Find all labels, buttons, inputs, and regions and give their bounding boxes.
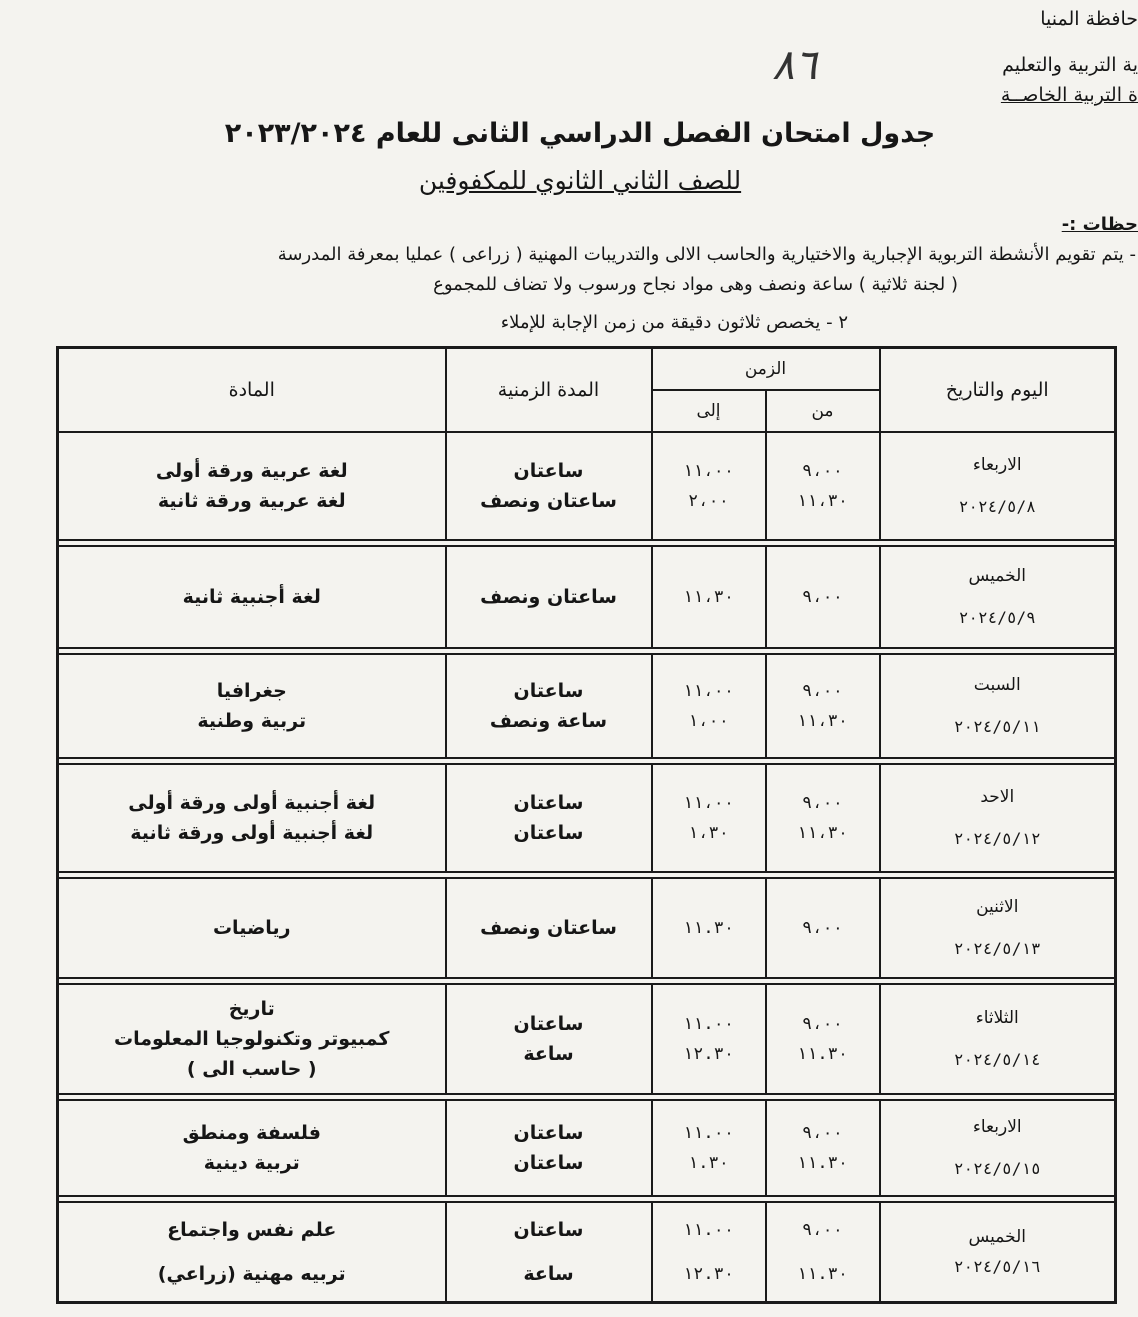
to-time: ١١.٠٠	[682, 1123, 735, 1143]
from-cell	[766, 654, 880, 758]
page-subtitle: للصف الثاني الثانوي للمكفوفين	[418, 166, 742, 195]
header-subject: المادة	[58, 348, 446, 433]
to-time: ١١،٠٠	[682, 461, 735, 481]
to-cell	[652, 984, 766, 1094]
subject-cell	[58, 764, 446, 872]
day-date-cell	[880, 764, 1116, 872]
from-time: ١١.٣٠	[796, 1263, 849, 1284]
duration-value: ساعتان	[513, 1152, 584, 1174]
to-cell	[652, 1202, 766, 1302]
table-row	[58, 764, 1116, 872]
from-cell	[766, 546, 880, 648]
subject-name: لغة أجنبية أولى ورقة أولى	[128, 792, 376, 814]
table-row	[58, 1100, 1116, 1196]
header-day-date: اليوم والتاريخ	[880, 348, 1116, 433]
from-time: ٩،٠٠	[802, 793, 843, 813]
to-time: ١١،٠٠	[682, 681, 735, 701]
to-cell	[652, 878, 766, 978]
table-row	[58, 878, 1116, 978]
day-label: الاثنين	[976, 897, 1019, 917]
header-governorate: حافظة المنيا	[1040, 8, 1138, 30]
day-label: الخميس	[968, 566, 1026, 586]
from-cell	[766, 984, 880, 1094]
duration-cell	[446, 1202, 652, 1302]
from-cell	[766, 1100, 880, 1196]
header-duration: المدة الزمنية	[446, 348, 652, 433]
subject-cell	[58, 1202, 446, 1302]
duration-value: ساعة	[523, 1262, 574, 1285]
date-label: ٢٠٢٤/٥/١٦	[953, 1256, 1041, 1276]
day-label: الاربعاء	[972, 1117, 1022, 1137]
duration-cell	[446, 432, 652, 540]
to-cell	[652, 432, 766, 540]
duration-value: ساعة	[523, 1043, 574, 1065]
date-label: ٢٠٢٤/٥/١٤	[953, 1050, 1041, 1069]
note-1-line-2: ( لجنة ثلاثية ) ساعة ونصف وهى مواد نجاح ورسوب ولا تضاف للمجموع	[433, 274, 958, 295]
duration-value: ساعتان	[513, 822, 584, 844]
day-date-cell	[880, 1202, 1116, 1302]
day-label: الثلاثاء	[975, 1008, 1019, 1028]
to-time: ١١.٣٠	[682, 918, 735, 938]
subject-cell	[58, 654, 446, 758]
subject-cell	[58, 432, 446, 540]
day-date-cell	[880, 432, 1116, 540]
subject-name: تربية دينية	[203, 1152, 300, 1174]
duration-cell	[446, 764, 652, 872]
date-label: ٢٠٢٤/٥/١٢	[953, 829, 1041, 848]
duration-value: ساعتان	[513, 792, 584, 814]
day-label: الاربعاء	[972, 455, 1022, 475]
to-cell	[652, 546, 766, 648]
from-time: ١١،٣٠	[796, 823, 849, 843]
from-time: ٩،٠٠	[802, 1123, 843, 1143]
duration-value: ساعتان ونصف	[480, 490, 617, 512]
day-date-cell	[880, 546, 1116, 648]
header-department: ة التربية الخاصــة	[1000, 84, 1138, 106]
header-directorate: ية التربية والتعليم	[1002, 54, 1138, 76]
day-date-cell	[880, 1100, 1116, 1196]
subject-cell	[58, 546, 446, 648]
to-time: ٢،٠٠	[688, 491, 729, 511]
from-time: ١١،٣٠	[796, 491, 849, 511]
from-time: ٩،٠٠	[802, 1014, 843, 1034]
subject-name: لغة عربية ورقة ثانية	[157, 490, 346, 512]
duration-value: ساعتان	[513, 680, 584, 702]
table-row	[58, 546, 1116, 648]
from-cell	[766, 432, 880, 540]
duration-value: ساعتان	[513, 1013, 584, 1035]
duration-value: ساعتان	[513, 1218, 584, 1241]
day-label: الاحد	[980, 787, 1015, 807]
from-time: ٩،٠٠	[802, 681, 843, 701]
day-label: السبت	[973, 675, 1021, 695]
subject-cell	[58, 1100, 446, 1196]
day-date-cell	[880, 654, 1116, 758]
subject-name: جغرافيا	[216, 680, 287, 702]
day-date-cell	[880, 878, 1116, 978]
duration-value: ساعتان ونصف	[480, 586, 617, 608]
to-time: ١١،٠٠	[682, 793, 735, 813]
header-time: الزمن	[652, 348, 880, 391]
to-time: ١٢.٣٠	[682, 1044, 735, 1064]
subject-name: تاريخ	[228, 998, 275, 1020]
day-date-cell	[880, 984, 1116, 1094]
subject-name: لغة عربية ورقة أولى	[155, 460, 348, 482]
to-time: ١.٣٠	[688, 1153, 729, 1173]
table-row	[58, 432, 1116, 540]
duration-value: ساعتان ونصف	[480, 917, 617, 939]
to-time: ١٢.٣٠	[682, 1263, 735, 1284]
subject-name: تربية وطنية	[197, 710, 307, 732]
date-label: ٢٠٢٤/٥/١٣	[953, 939, 1041, 958]
to-time: ١١.٠٠	[682, 1014, 735, 1034]
subject-name: علم نفس واجتماع	[167, 1218, 337, 1241]
date-label: ٢٠٢٤/٥/٨	[958, 497, 1036, 516]
from-time: ٩،٠٠	[802, 1219, 843, 1240]
from-time: ٩،٠٠	[802, 461, 843, 481]
date-label: ٢٠٢٤/٥/١١	[953, 717, 1041, 736]
handwritten-number: ٨٦	[772, 40, 818, 89]
duration-cell	[446, 878, 652, 978]
subject-name: فلسفة ومنطق	[182, 1122, 321, 1144]
note-2: ٢ - يخصص ثلاثون دقيقة من زمن الإجابة للإملاء	[500, 312, 848, 333]
table-row	[58, 1202, 1116, 1302]
subject-name: ( حاسب الى )	[186, 1058, 317, 1080]
subject-name: لغة أجنبية أولى ورقة ثانية	[130, 822, 374, 844]
duration-cell	[446, 1100, 652, 1196]
to-time: ١،٠٠	[688, 711, 729, 731]
to-cell	[652, 764, 766, 872]
duration-cell	[446, 984, 652, 1094]
subject-name: كمبيوتر وتكنولوجيا المعلومات	[114, 1028, 390, 1050]
to-cell	[652, 1100, 766, 1196]
duration-value: ساعتان	[513, 1122, 584, 1144]
from-time: ١١.٣٠	[796, 1153, 849, 1173]
from-time: ٩،٠٠	[802, 918, 843, 938]
from-time: ١١،٣٠	[796, 711, 849, 731]
table-row	[58, 654, 1116, 758]
to-time: ١،٣٠	[688, 823, 729, 843]
duration-cell	[446, 546, 652, 648]
subject-cell	[58, 984, 446, 1094]
note-1-line-1: - يتم تقويم الأنشطة التربوية الإجبارية والاختيارية والحاسب الالى والتدريبات المهنية ( زراعى ) عمليا بمعرفة المدرسة	[277, 244, 1136, 265]
subject-name: تربيه مهنية (زراعي)	[157, 1262, 346, 1285]
date-label: ٢٠٢٤/٥/١٥	[953, 1159, 1041, 1178]
duration-value: ساعة ونصف	[489, 710, 608, 732]
duration-value: ساعتان	[513, 460, 584, 482]
from-time: ٩،٠٠	[802, 587, 843, 607]
schedule-table	[56, 346, 1117, 1304]
subject-name: رياضيات	[212, 917, 291, 939]
to-cell	[652, 654, 766, 758]
page-title: جدول امتحان الفصل الدراسي الثانى للعام ٢٠٢٣/٢٠٢٤	[224, 118, 936, 149]
notes-heading: حظات :-	[1061, 214, 1138, 235]
subject-cell	[58, 878, 446, 978]
from-cell	[766, 878, 880, 978]
duration-cell	[446, 654, 652, 758]
to-time: ١١.٠٠	[682, 1219, 735, 1240]
subject-name: لغة أجنبية ثانية	[182, 586, 321, 608]
header-to: إلى	[652, 390, 766, 432]
date-label: ٢٠٢٤/٥/٩	[958, 608, 1036, 627]
from-time: ١١.٣٠	[796, 1044, 849, 1064]
from-cell	[766, 764, 880, 872]
table-row	[58, 984, 1116, 1094]
from-cell	[766, 1202, 880, 1302]
to-time: ١١،٣٠	[682, 587, 735, 607]
day-label: الخميس	[968, 1226, 1026, 1247]
header-from: من	[766, 390, 880, 432]
